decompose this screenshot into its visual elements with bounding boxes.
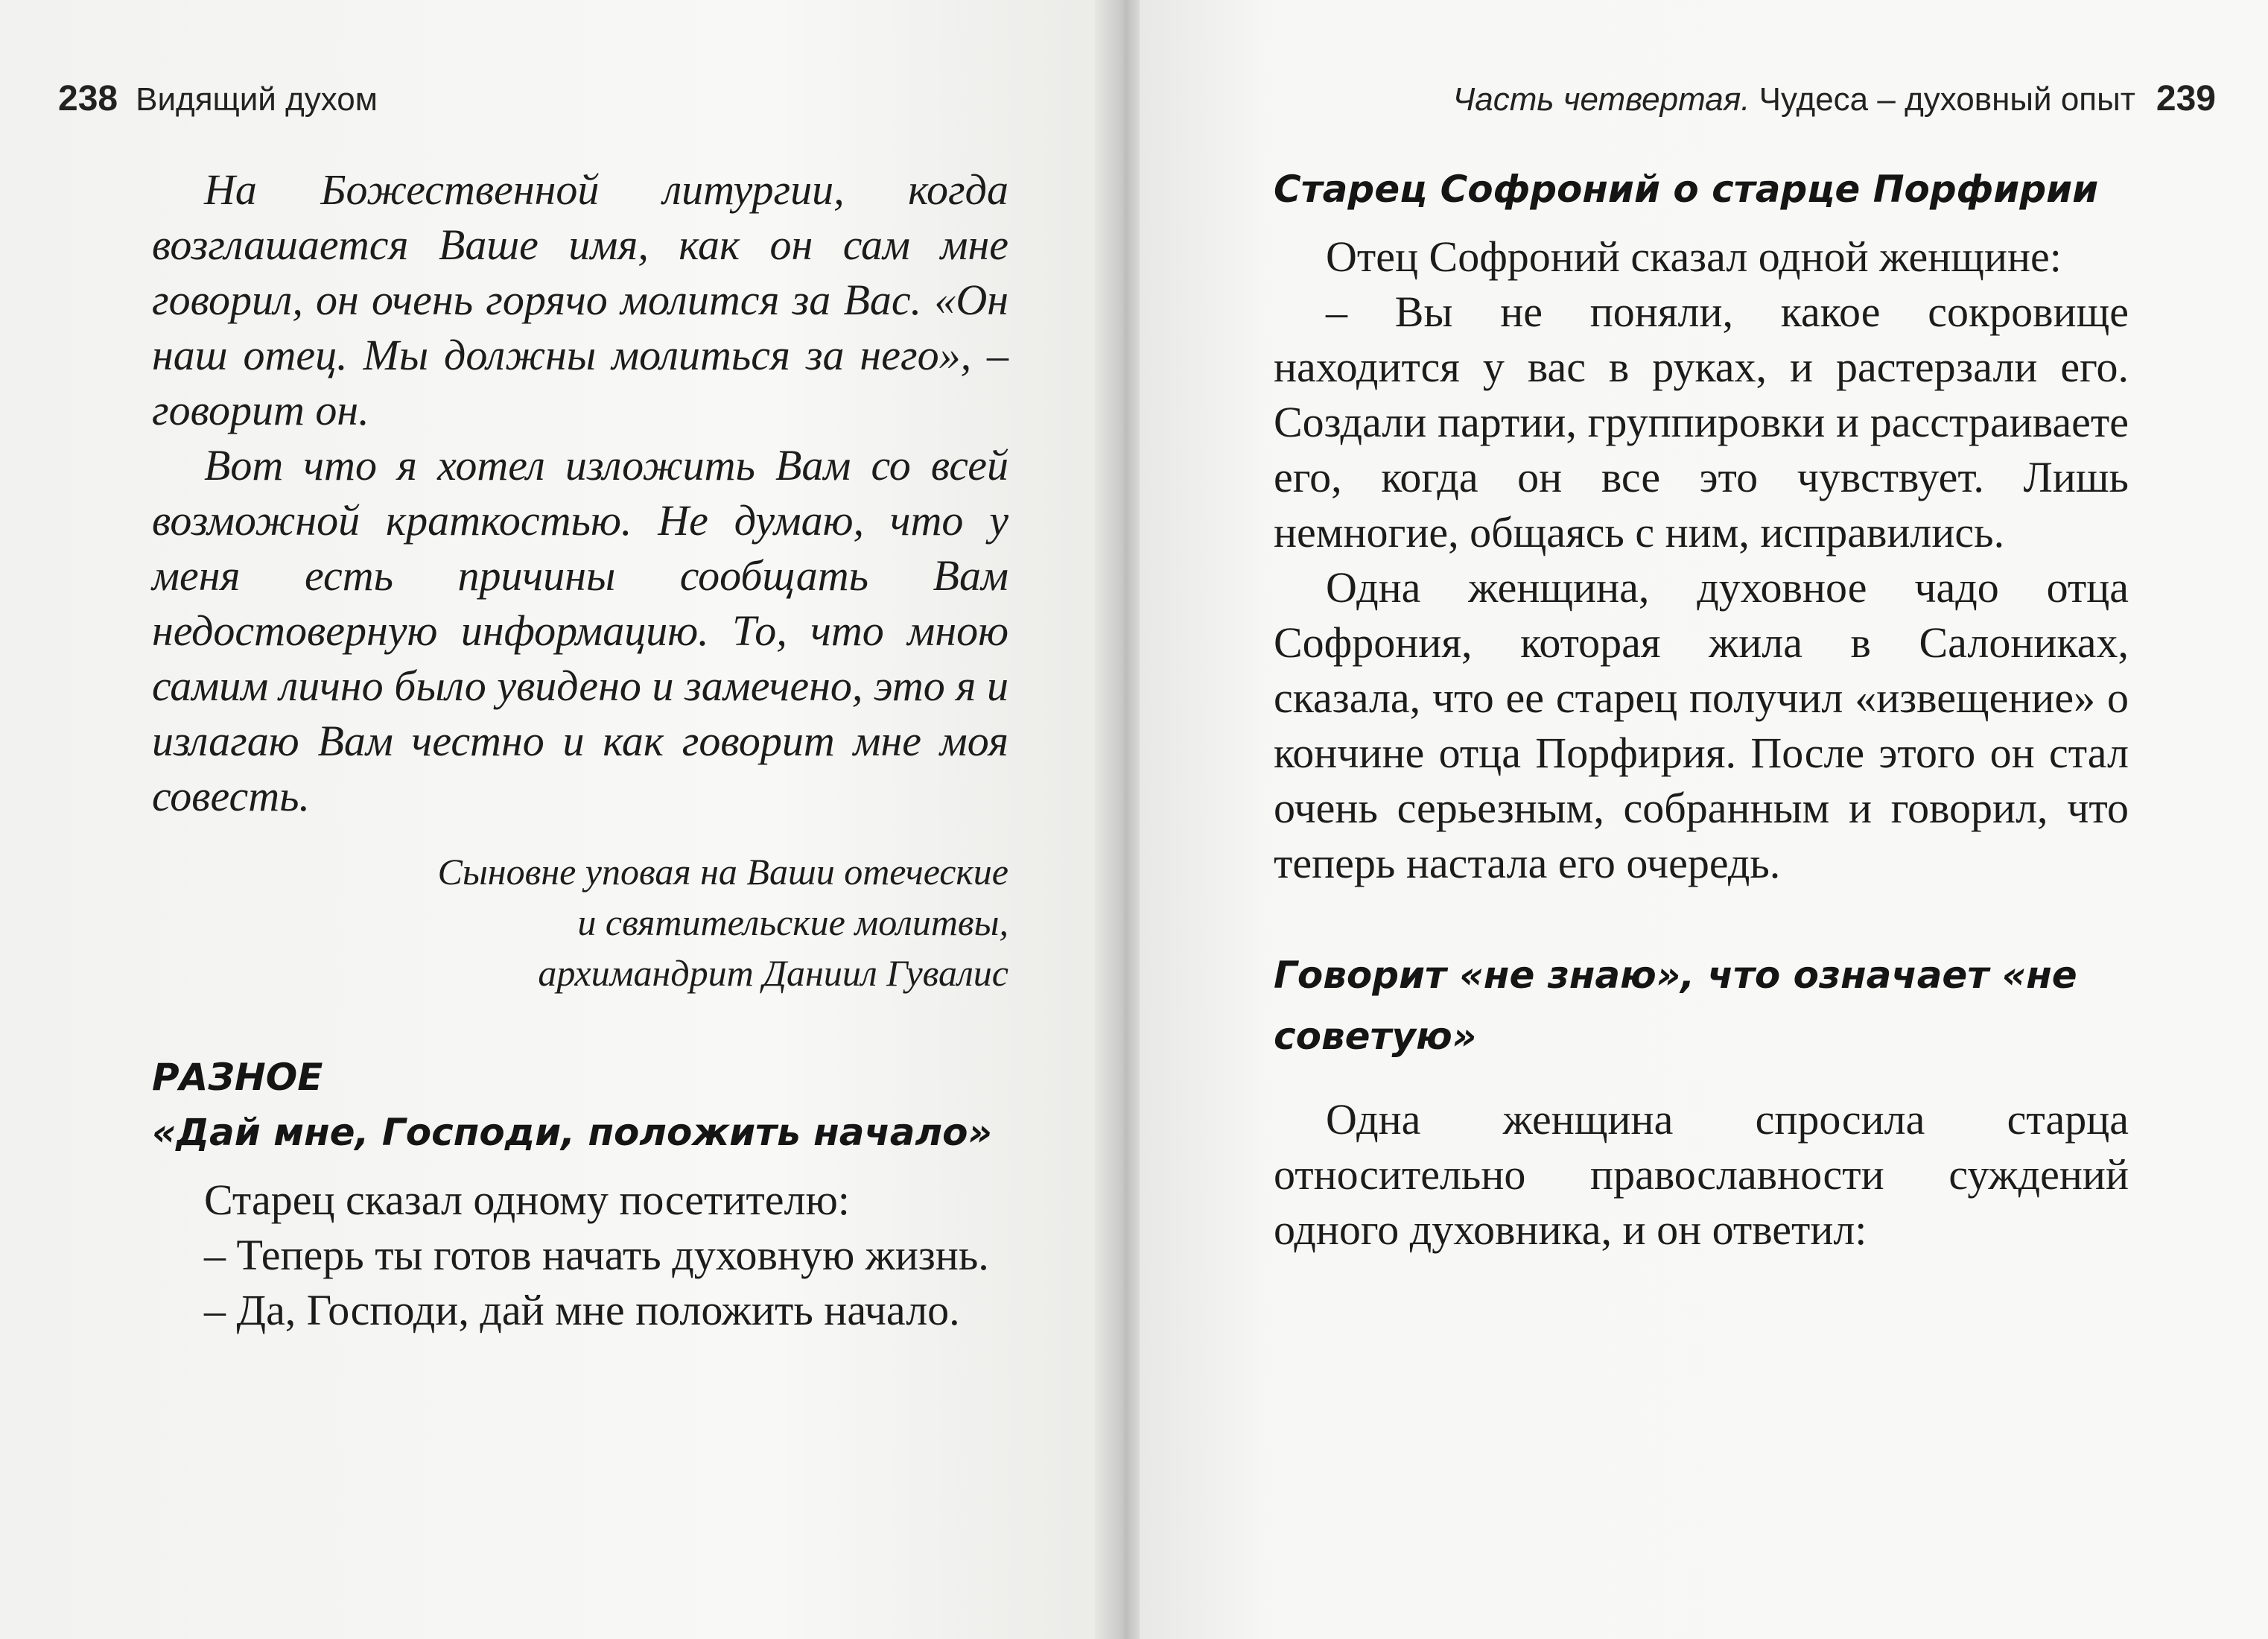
right-running-head — [1453, 73, 2216, 125]
right-paragraph-1: Отец Софроний сказал одной женщине: — [1326, 232, 2062, 281]
right-text-block — [1274, 162, 2129, 1258]
right-running-part: Часть четвертая. — [1452, 81, 1750, 118]
left-body-paragraph-1: Старец сказал одному посетителю: — [204, 1176, 850, 1224]
left-body-paragraph-3: – Да, Господи, дай мне положить начало. — [204, 1286, 960, 1334]
signature-line-3: архимандрит Даниил Гувалис — [538, 952, 1008, 994]
right-page-number: 239 — [2156, 79, 2216, 118]
left-running-head — [58, 73, 378, 125]
left-running-title: Видящий духом — [136, 81, 378, 118]
left-text-block — [152, 162, 1008, 1338]
right-paragraph-4: Одна женщина спросила старца относительно православности суждений одного духовника, и он ответил: — [1274, 1095, 2129, 1254]
right-page — [1140, 0, 2268, 1639]
subheading: «Дай мне, Господи, положить начало» — [152, 1111, 992, 1154]
signature-line-2: и святительские молитвы, — [577, 901, 1008, 943]
left-paragraph-2: Вот что я хотел изложить Вам со всей возможной краткостью. Не думаю, что у меня есть причины сообщать Вам недостоверную информацию. То, что мною самим лично было увидено и замечено, это я и излагаю Вам честно и как говорит мне моя совесть. — [152, 441, 1008, 820]
signature — [152, 846, 1008, 998]
left-body-paragraph-2: – Теперь ты готов начать духовную жизнь. — [204, 1231, 989, 1279]
right-heading-1: Старец Софроний о старце Порфирии — [1274, 168, 2099, 211]
section-heading: РАЗНОЕ — [152, 1056, 323, 1099]
right-running-title: Чудеса – духовный опыт — [1759, 81, 2135, 118]
left-page-number: 238 — [58, 79, 118, 118]
right-heading-2: Говорит «не знаю», что означает «не советую» — [1274, 954, 2077, 1058]
left-paragraph-1: На Божественной литургии, когда возглашается Ваше имя, как он сам мне говорил, он очень горячо молится за Вас. «Он наш отец. Мы должны молиться за него», – говорит он. — [152, 165, 1008, 434]
right-paragraph-3: Одна женщина, духовное чадо отца Софрония, которая жила в Салониках, сказала, что ее старец получил «извещение» о кончине отца Порфирия. После этого он стал очень серьезным, собранным и говорил, что теперь настала его очередь. — [1274, 563, 2129, 887]
right-paragraph-2: – Вы не поняли, какое сокровище находится у вас в руках, и растерзали его. Создали партии, группировки и расстраиваете его, когда он все это чувствует. Лишь немногие, общаясь с ним, исправились. — [1274, 288, 2129, 557]
signature-line-1: Сыновне уповая на Ваши отеческие — [437, 851, 1008, 893]
left-page — [0, 0, 1102, 1639]
